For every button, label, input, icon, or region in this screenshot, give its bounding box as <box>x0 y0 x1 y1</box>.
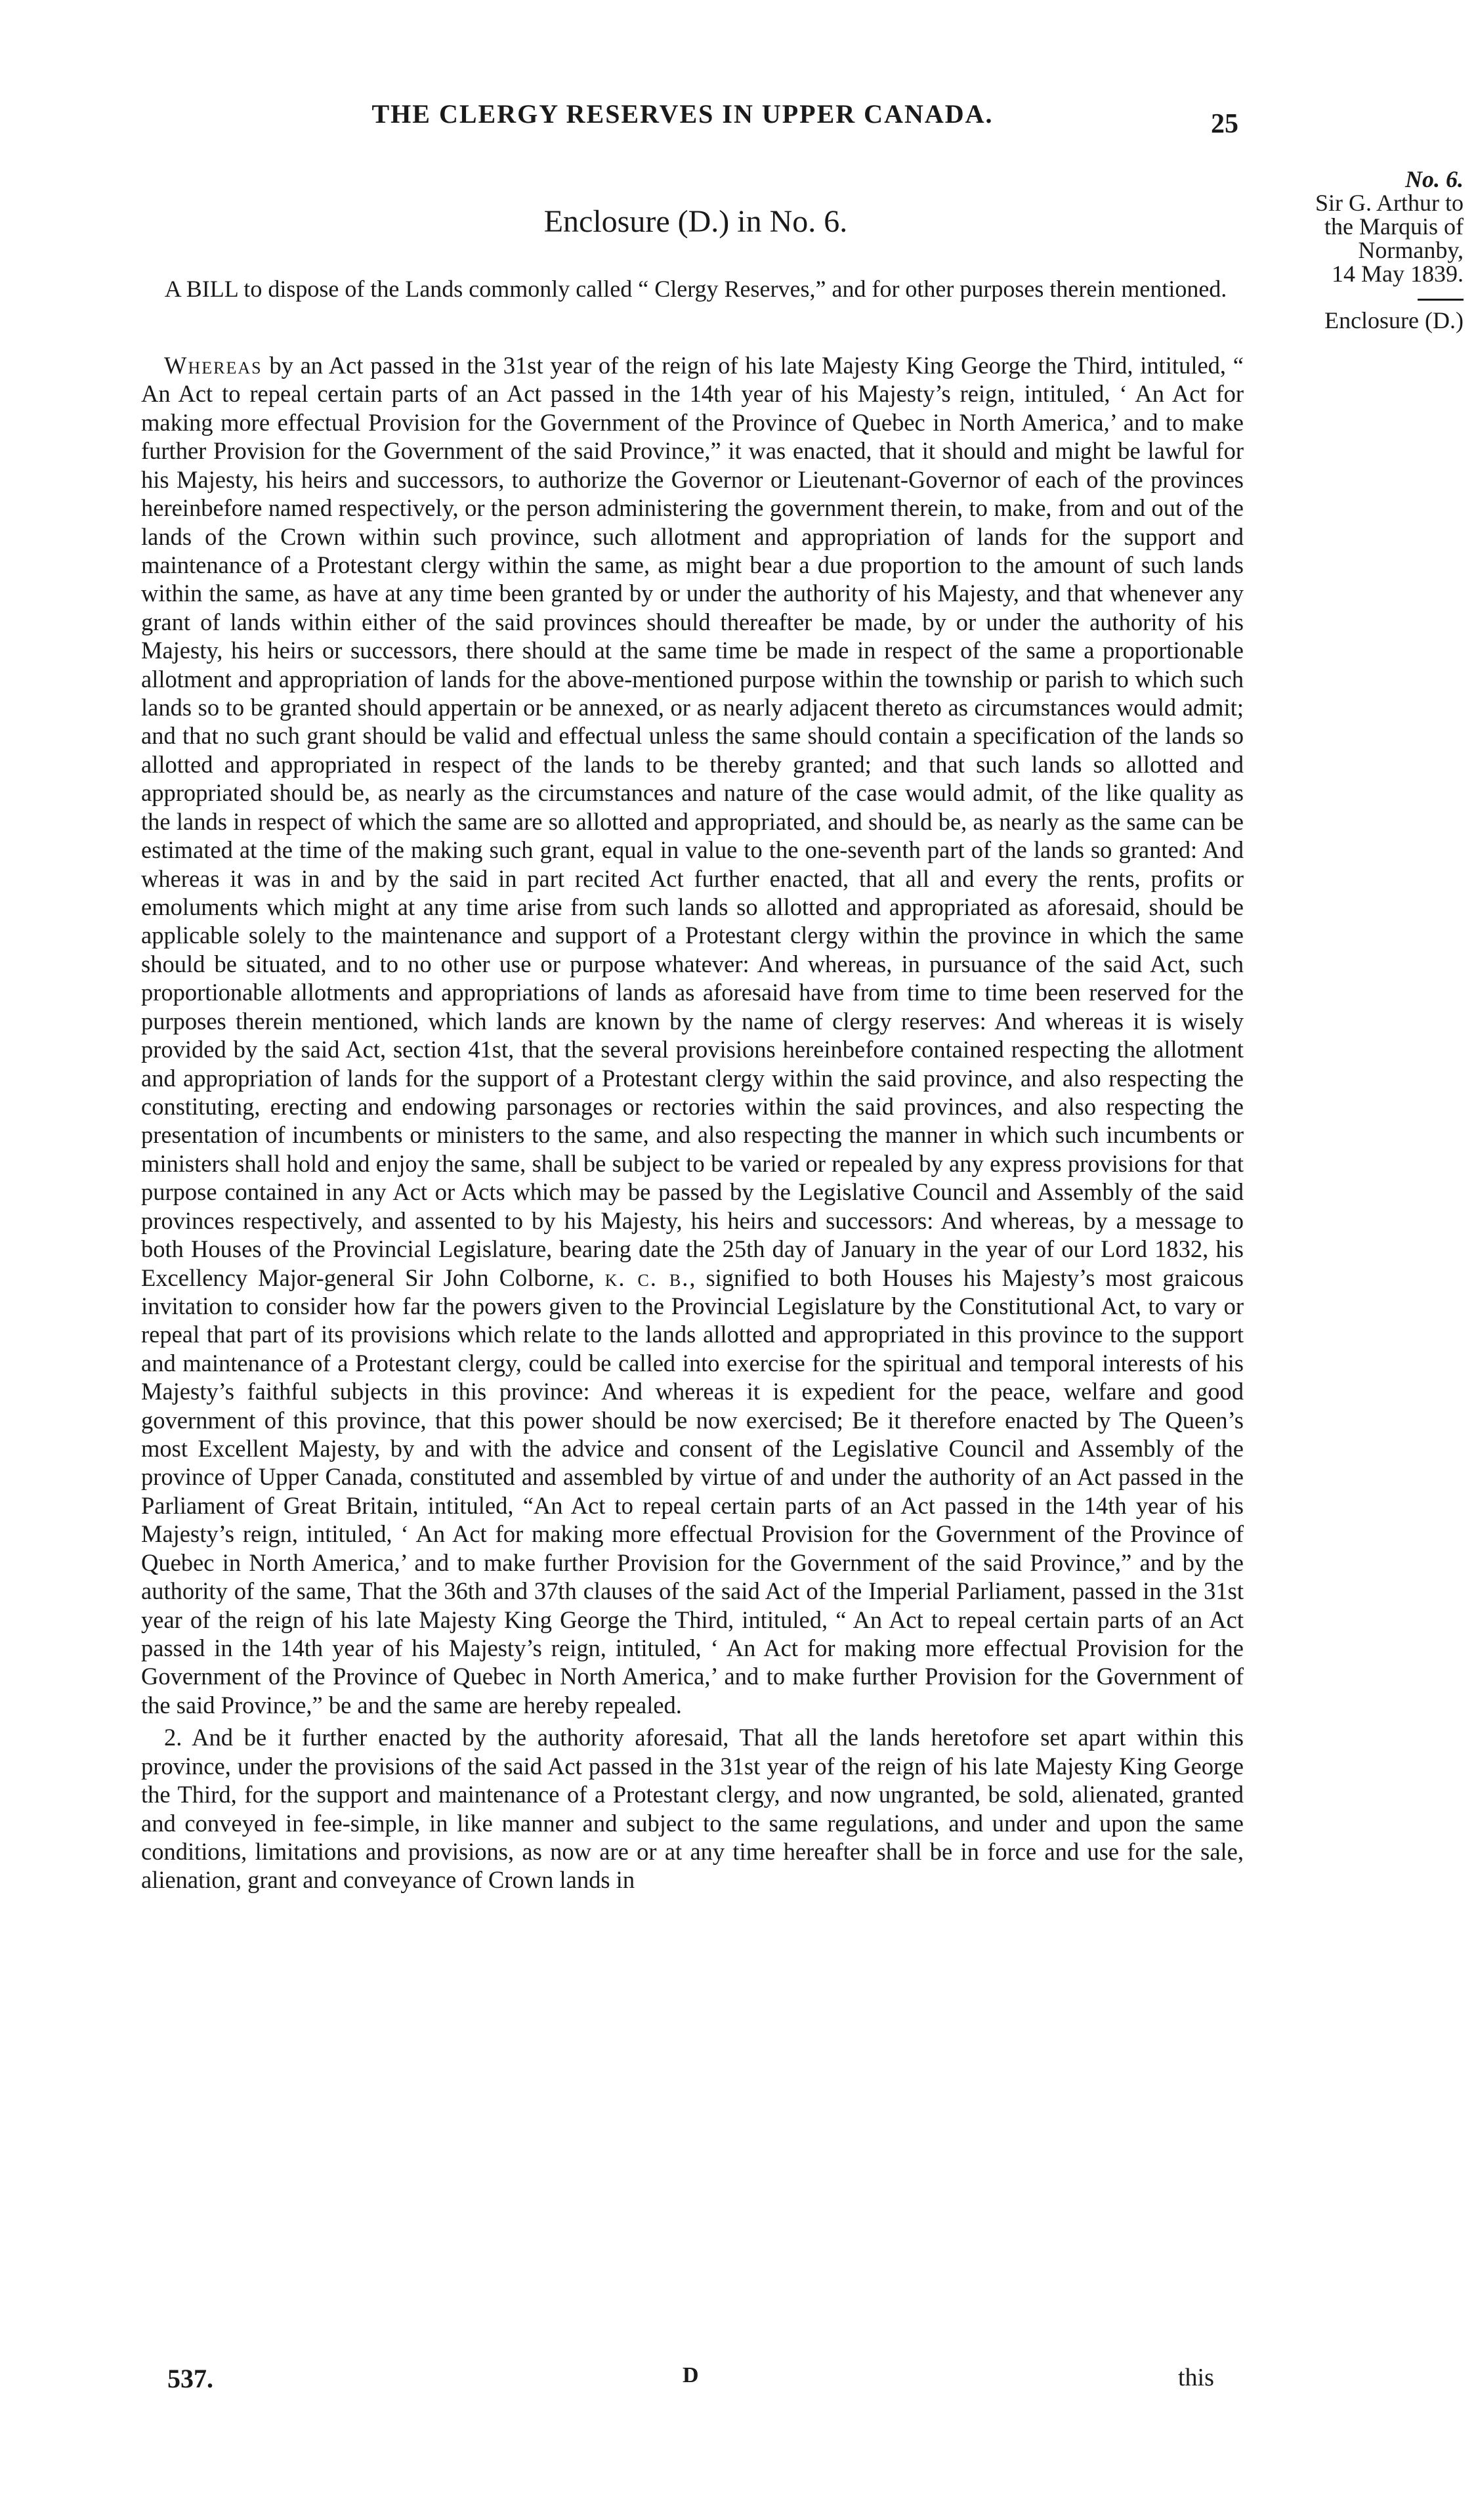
margin-note-number: No. 6. <box>1405 166 1464 192</box>
page-footer <box>0 2363 1476 2403</box>
bill-body <box>141 351 1244 1894</box>
footer-sheet-number: 537. <box>167 2364 213 2393</box>
honours-abbreviation: k. c. b. <box>604 1264 690 1291</box>
page-number: 25 <box>1211 109 1238 139</box>
preamble-text: by an Act passed in the 31st year of the reign of his late Majesty King George the Third, intituled, “ An Act to repeal certain parts of an Act passed in the 14th year of his Majesty’s reign, intituled, ‘ An Act for making more effectual Provision for the Government of the Province of Quebec in North America,’ and to make further Provision for the Government of the said Province,” it was enacted, that it should and might be lawful for his Majesty, his heirs and successors, to authorize the Governor or Lieutenant-Governor of each of the provinces hereinbefore named respectively, or the person administering the government therein, to make, from and out of the lands of the Crown within such province, such allotment and appropriation of lands for the support and maintenance of a Protestant clergy within the same, as might bear a due proportion to the amount of such lands within the same, as have at any time been granted by or under the authority of his Majesty, and that whenever any grant of lands within either of the said provinces should thereafter be made, by or under the authority of his Majesty, his heirs or successors, there should at the same time be made in respect of the same a proportionable allotment and appropriation of lands for the above-mentioned purpose within the township or parish to which such lands so to be granted should appertain or be annexed, or as nearly adjacent thereto as circumstances would admit; and that no such grant should be valid and effectual unless the same should contain a specification of the lands so allotted and appropriated in respect of the lands to be thereby granted; and that such lands so allotted and appropriated should be, as nearly as the circumstances and nature of the case would admit, of the like quality as the lands in respect of which the same are so allotted and appropriated, and should be, as nearly as the same can be estimated at the time of the making such grant, equal in value to the one-seventh part of the lands so granted: And whereas it was in and by the said in part recited Act further enacted, that all and every the rents, profits or emoluments which might at any time arise from such lands so allotted and appropriated as aforesaid, should be applicable solely to the maintenance and support of a Protestant clergy within the province in which the same should be situated, and to no other use or purpose whatever: And whereas, in pursuance of the said Act, such proportionable allotments and appropriations of lands as aforesaid have from time to time been reserved for the purposes therein mentioned, which lands are known by the name of clergy reserves: And whereas it is wisely provided by the said Act, section 41st, that the several provisions hereinbefore contained respecting the allotment and appropriation of lands for the support of a Protestant clergy within the said province, and also respecting the constituting, erecting and endowing parsonages or rectories within the said provinces, and also respecting the presentation of incumbents or ministers to the same, and also respecting the manner in which such incumbents or ministers shall hold and enjoy the same, shall be subject to be varied or repealed by any express provisions for that purpose contained in any Act or Acts which may be passed by the Legislative Council and Assembly of the said provinces respectively, and assented to by his Majesty, his heirs and successors: And whereas, by a message to both Houses of the Provincial Legislature, bearing date the 25th day of January in the year of our Lord 1832, his Excellency Major-general Sir John Colborne, <box>141 352 1244 1291</box>
enclosure-heading: Enclosure (D.) in No. 6. <box>543 204 848 239</box>
margin-note <box>1247 167 1464 332</box>
margin-note-rule <box>1418 299 1464 301</box>
running-title: THE CLERGY RESERVES IN UPPER CANADA. <box>371 99 994 129</box>
margin-note-date: 14 May 1839. <box>1332 261 1464 287</box>
footer-catchword: this <box>1178 2364 1214 2391</box>
preamble-paragraph <box>141 351 1244 1719</box>
margin-note-line2: the Marquis of <box>1324 213 1464 240</box>
section-2-paragraph: 2. And be it further enacted by the authority aforesaid, That all the lands heretofore set apart within this province, under the provisions of the said Act passed in the 31st year of the reign of his late Majesty King George the Third, for the support and maintenance of a Protestant clergy, and now ungranted, be sold, alienated, granted and conveyed in fee-simple, in like manner and subject to the same regulations, and under and upon the same conditions, limitations and provisions, as now are or at any time hereafter shall be in force and use for the sale, alienation, grant and conveyance of Crown lands in <box>141 1724 1244 1894</box>
preamble-text-continued: , signified to both Houses his Majesty’s most graicous invitation to consider how far the powers given to the Provincial Legislature by the Constitutional Act, to vary or repeal that part of its provisions which relate to the lands allotted and appropriated in this province to the support and maintenance of a Protestant clergy, could be called into exercise for the spiritual and temporal interests of his Majesty’s faithful subjects in this province: And whereas it is expedient for the peace, welfare and good government of this province, that this power should be now exercised; Be it therefore enacted by The Queen’s most Excellent Majesty, by and with the advice and consent of the Legislative Council and Assembly of the province of Upper Canada, constituted and assembled by virtue of and under the authority of an Act passed in the Parliament of Great Britain, intituled, “An Act to repeal certain parts of an Act passed in the 14th year of his Majesty’s reign, intituled, ‘ An Act for making more effectual Provision for the Government of the Province of Quebec in North America,’ and to make further Provision for the Government of the said Province,” and by the authority of the same, That the 36th and 37th clauses of the said Act of the Imperial Parliament, passed in the 31st year of the reign of his late Majesty King George the Third, intituled, “ An Act to repeal certain parts of an Act passed in the 14th year of his Majesty’s reign, intituled, ‘ An Act for making more effectual Provision for the Government of the Province of Quebec in North America,’ and to make further Provision for the Government of the said Province,” be and the same are hereby repealed. <box>141 1264 1244 1719</box>
footer-signature-mark: D <box>683 2363 699 2387</box>
preamble-lead-word: Whereas <box>164 352 263 379</box>
margin-note-enclosure: Enclosure (D.) <box>1324 307 1464 333</box>
margin-note-line3: Normanby, <box>1358 237 1464 263</box>
bill-title: A BILL to dispose of the Lands commonly called “ Clergy Reserves,” and for other purposes therein mentioned. <box>164 276 1227 302</box>
margin-note-line1: Sir G. Arthur to <box>1315 190 1464 216</box>
